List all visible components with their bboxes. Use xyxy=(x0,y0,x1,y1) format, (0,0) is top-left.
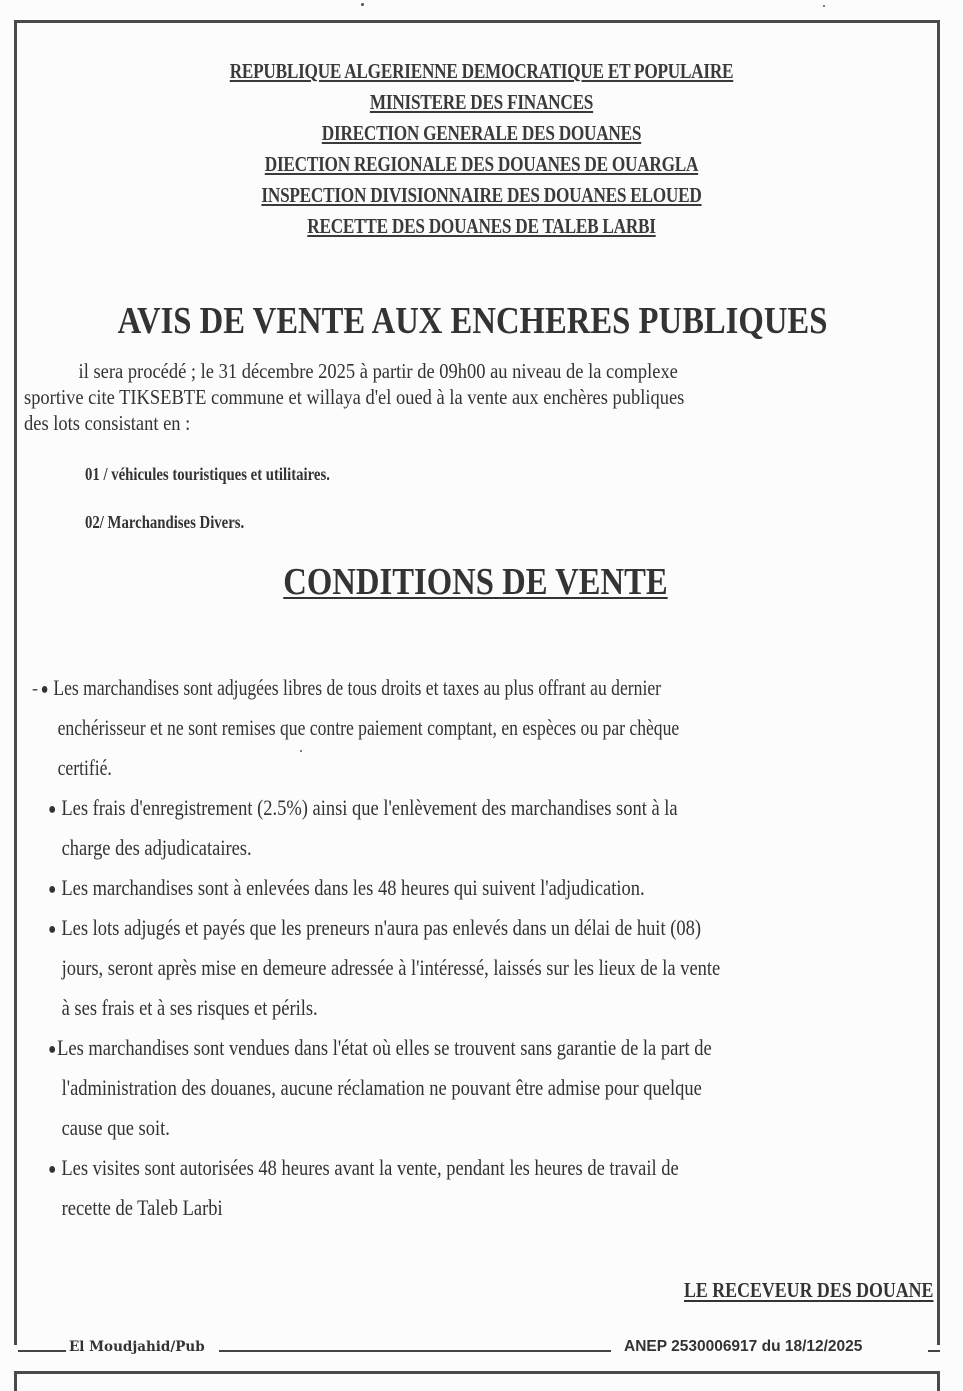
condition-line: à ses frais et à ses risques et périls. xyxy=(61,995,318,1020)
bullet-icon: ● xyxy=(48,800,57,818)
print-speck xyxy=(361,3,364,6)
condition-line: recette de Taleb Larbi xyxy=(61,1195,223,1220)
issuing-authority-header xyxy=(0,56,963,242)
publication-source: El Moudjahid/Pub xyxy=(69,1339,205,1355)
condition-line: certifié. xyxy=(57,755,112,780)
condition-item xyxy=(28,788,928,868)
condition-line: Les marchandises sont vendues dans l'état où elles se trouvent sans garantie de la part de xyxy=(57,1035,712,1060)
lots-list xyxy=(85,464,384,560)
header-directorate-general: DIRECTION GENERALE DES DOUANES xyxy=(321,121,642,145)
conditions-heading xyxy=(0,559,950,605)
print-speck xyxy=(823,5,825,7)
condition-line: Les frais d'enregistrement (2.5%) ainsi que l'enlèvement des marchandises sont à la xyxy=(61,795,678,820)
conditions-title: CONDITIONS DE VENTE xyxy=(282,561,668,603)
header-regional-directorate: DIECTION REGIONALE DES DOUANES DE OUARGLA xyxy=(264,152,699,176)
header-ministry: MINISTERE DES FINANCES xyxy=(369,90,594,114)
condition-item xyxy=(28,668,928,788)
header-customs-office: RECETTE DES DOUANES DE TALEB LARBI xyxy=(307,214,656,238)
condition-line: enchérisseur et ne sont remises que contre paiement comptant, en espèces ou par chèque xyxy=(57,715,680,740)
footer-rule xyxy=(219,1350,611,1352)
dash-mark: - xyxy=(32,678,38,698)
footer-rule xyxy=(928,1350,940,1352)
condition-item xyxy=(28,868,928,908)
condition-line: Les marchandises sont à enlevées dans les 48 heures qui suivent l'adjudication. xyxy=(61,875,645,900)
next-notice-frame xyxy=(14,1371,940,1391)
bullet-icon: ● xyxy=(40,680,49,698)
header-republic: REPUBLIQUE ALGERIENNE DEMOCRATIQUE ET POPULAIRE xyxy=(229,59,734,83)
signature-title: LE RECEVEUR DES DOUANE xyxy=(683,1278,933,1302)
footer-rule xyxy=(18,1350,66,1352)
condition-line: charge des adjudicataires. xyxy=(61,835,252,860)
condition-item xyxy=(28,908,928,1028)
condition-item xyxy=(28,1028,928,1148)
conditions-list xyxy=(28,668,928,1228)
intro-line: sportive cite TIKSEBTE commune et willaya d'el oued à la vente aux enchères publiques xyxy=(24,385,685,409)
header-divisional-inspection: INSPECTION DIVISIONNAIRE DES DOUANES ELOUED xyxy=(261,183,702,207)
condition-line: jours, seront après mise en demeure adressée à l'intéressé, laissés sur les lieux de la vente xyxy=(61,955,721,980)
bullet-icon: ● xyxy=(48,880,57,898)
condition-line: l'administration des douanes, aucune réclamation ne pouvant être admise pour quelque xyxy=(61,1075,702,1100)
anep-reference: ANEP 2530006917 du 18/12/2025 xyxy=(624,1338,863,1355)
notice-title: AVIS DE VENTE AUX ENCHERES PUBLIQUES xyxy=(117,300,828,342)
condition-item xyxy=(28,1148,928,1228)
bullet-icon: ● xyxy=(48,1160,57,1178)
condition-line: Les lots adjugés et payés que les preneurs n'aura pas enlevés dans un délai de huit (08) xyxy=(61,915,701,940)
notice-intro xyxy=(24,358,924,436)
condition-line: cause que soit. xyxy=(61,1115,170,1140)
bullet-icon: ● xyxy=(48,1040,57,1058)
condition-line: Les visites sont autorisées 48 heures avant la vente, pendant les heures de travail de xyxy=(61,1155,679,1180)
lot-item: 02/ Marchandises Divers. xyxy=(85,512,245,532)
lot-item: 01 / véhicules touristiques et utilitaires. xyxy=(85,464,330,484)
condition-line: Les marchandises sont adjugées libres de tous droits et taxes au plus offrant au dernier xyxy=(53,675,662,700)
bullet-icon: ● xyxy=(48,920,57,938)
publication-footer xyxy=(14,1338,944,1360)
intro-line: des lots consistant en : xyxy=(24,411,191,435)
intro-line: il sera procédé ; le 31 décembre 2025 à partir de 09h00 au niveau de la complexe xyxy=(78,359,678,383)
